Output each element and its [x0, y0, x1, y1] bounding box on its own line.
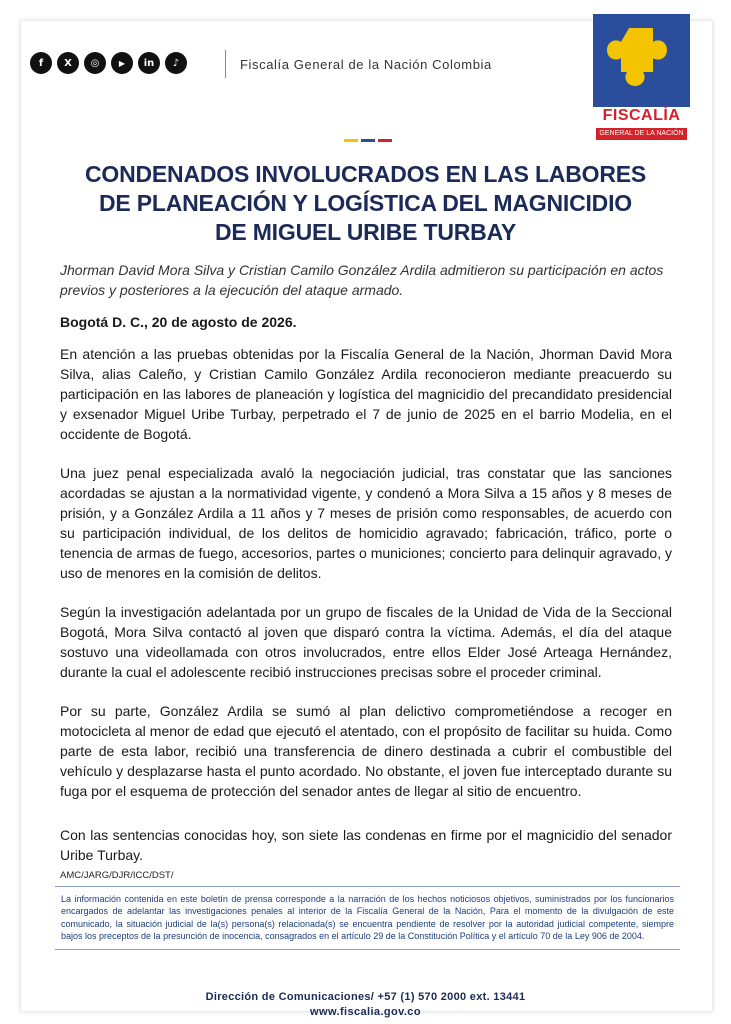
puzzle-icon — [593, 14, 690, 107]
tiktok-icon[interactable]: ♪ — [165, 52, 187, 74]
article-subtitle: Jhorman David Mora Silva y Cristian Camilo González Ardila admitieron su participación en actos previos y posteriores a la ejecución del ataque armado. — [60, 262, 664, 298]
instagram-icon[interactable]: ◎ — [84, 52, 106, 74]
footer-contact: Dirección de Comunicaciones/ +57 (1) 570 2000 ext. 13441 — [205, 991, 526, 1003]
legal-disclaimer: La información contenida en este boletín de prensa corresponde a la narración de los hechos noticiosos objetivos, suministrados por los funcionarios encargados de adelantar las investigaciones penales al interior de la Fiscalía General de la Nación, Para el momento de la divulgación de este comunicado, la situación judicial de la(s) persona(s) relacionada(s) se encuentra pendiente de resolver por la autoridad judicial competente, siempre bajos los preceptos de la presunción de inocencia, consagrados en el artículo 29 de la Constitución Política y el artículo 70 de la Ley 906 de 2004. — [55, 886, 680, 950]
social-icons — [30, 52, 187, 74]
logo-wordmark: FISCALÍA — [602, 107, 681, 124]
title-line: DE MIGUEL URIBE TURBAY — [214, 219, 517, 245]
x-icon[interactable]: X — [57, 52, 79, 74]
fiscalia-logo — [593, 14, 690, 141]
footer-website-link[interactable]: www.fiscalia.gov.co — [310, 1006, 421, 1018]
body-paragraph: Con las sentencias conocidas hoy, son siete las condenas en firme por el magnicidio del senador Uribe Turbay. — [60, 827, 672, 863]
body-paragraph: Por su parte, González Ardila se sumó al plan delictivo comprometiéndose a recoger en motocicleta al menor de edad que ejecutó el atentado, con el propósito de facilitar su huida. Como parte de esta labor, recibió una transferencia de dinero destinada a cubrir el combustible del vehículo y desplazarse hasta el punto acordado. No obstante, el joven fue interceptado durante su fuga por el esquema de protección del senador antes de llegar al sitio de encuentro. — [60, 703, 672, 799]
title-line: DE PLANEACIÓN Y LOGÍSTICA DEL MAGNICIDIO — [99, 190, 632, 216]
author-initials: AMC/JARG/DJR/ICC/DST/ — [60, 870, 174, 881]
linkedin-icon[interactable]: in — [138, 52, 160, 74]
dateline: Bogotá D. C., 20 de agosto de 2026. — [60, 314, 297, 330]
logo-puzzle-emblem — [593, 14, 690, 107]
body-paragraph: Según la investigación adelantada por un grupo de fiscales de la Unidad de Vida de la Seccional Bogotá, Mora Silva contactó al joven que disparó contra la víctima. Además, el día del ataque sostuvo una videollamada con otros involucrados, entre ellos Elder José Arteaga Hernández, durante la cual el adolescente recibió instrucciones precisas sobre el proceder criminal. — [60, 604, 672, 680]
body-paragraph: Una juez penal especializada avaló la negociación judicial, tras constatar que las sanciones acordadas se ajustan a la normatividad vigente, y condenó a Mora Silva a 15 años y 8 meses de prisión, y a González Ardila a 11 años y 7 meses de prisión como responsables, de acuerdo con su participación individual, de los delitos de homicidio agravado; fabricación, tráfico, porte o tenencia de armas de fuego, accesorios, partes o municiones; concierto para delinquir agravado, y uso de menores en la comisión de delitos. — [60, 465, 672, 581]
flag-color-line — [344, 139, 392, 142]
header-divider — [225, 50, 226, 78]
organization-name: Fiscalía General de la Nación Colombia — [240, 57, 492, 72]
title-line: CONDENADOS INVOLUCRADOS EN LAS LABORES — [84, 161, 647, 187]
logo-subtitle: GENERAL DE LA NACIÓN — [596, 128, 687, 140]
body-paragraph: En atención a las pruebas obtenidas por la Fiscalía General de la Nación, Jhorman David Mora Silva, alias Caleño, y Cristian Camilo González Ardila reconocieron mediante preacuerdo su participación en las labores de planeación y logística del magnicidio del precandidato presidencial y exsenador Miguel Uribe Turbay, perpetrado el 7 de junio de 2025 en el barrio Modelia, en el occidente de Bogotá. — [60, 346, 672, 442]
youtube-icon[interactable]: ▶ — [111, 52, 133, 74]
facebook-icon[interactable]: f — [30, 52, 52, 74]
page-title — [40, 160, 691, 247]
